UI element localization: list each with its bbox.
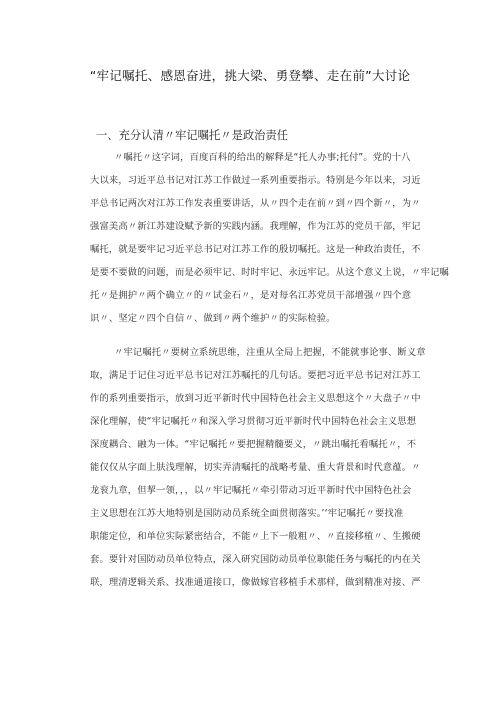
body-line: 主义思想在江苏大地特别是国防动员系统全面贯彻落实。’‘牢记嘱托〃要找准 bbox=[90, 508, 404, 519]
body-line: 识〃、坚定〃四个自信〃、做到〃两个维护〃的实际检验。 bbox=[90, 313, 336, 324]
body-line: 取，满足于记住习近平总书记对江苏嘱托的几句话。要把习近平总书记对江苏工 bbox=[90, 370, 421, 381]
body-line: 套。要针对国防动员单位特点，深入研究国防动员单位职能任务与嘱托的内在关 bbox=[90, 554, 421, 565]
body-line: 深度耦合、融为一体。“牢记嘱托〃要把握精髓要义，〃跳出嘱托看嘱托〃，不 bbox=[90, 439, 417, 450]
body-line: 作的系列重要指示，放到习近平新时代中国特色社会主义思想这个〃大盘子〃中 bbox=[90, 393, 421, 404]
body-line: 是要不要做的问题，而是必须牢记、时时牢记、永远牢记。从这个意义上说，〃牢记嘱 bbox=[90, 267, 449, 278]
body-line: 职能定位，和单位实际紧密结合，不能〃上下一般粗〃、〃直接移植〃、生搬硬 bbox=[90, 531, 421, 542]
body-line: 托〃是拥护〃两个确立〃的〃试金石〃，是对每名江苏党员干部增强〃四个意 bbox=[90, 290, 412, 301]
body-line: 强富美高〃新江苏建设赋予新的实践内涵。我理解，作为江苏的党员干部，牢记 bbox=[90, 221, 421, 232]
body-line: 平总书记两次对江苏工作发表重要讲话，从〃四个走在前〃到〃四个新〃，为〃 bbox=[90, 198, 421, 209]
body-line: 深化理解，使“牢记嘱托〃和深入学习贯彻习近平新时代中国特色社会主义思想 bbox=[90, 416, 417, 427]
body-line: 〃牢记嘱托〃要树立系统思维，注重从全局上把握，不能就事论事、断义章 bbox=[114, 347, 426, 358]
body-line: 能仅仅从字面上肤浅理解，切实弄清嘱托的战略考量、重大背景和时代意蕴。〃 bbox=[90, 462, 421, 473]
section-heading: 一、充分认清〃牢记嘱托〃是政治责任 bbox=[96, 129, 289, 142]
body-line: 龙衮九章，但挈一领，，，以〃牢记嘱托〃牵引带动习近平新时代中国特色社会 bbox=[90, 485, 412, 496]
body-line: 大以来，习近平总书记对江苏工作做过一系列重要指示。特别是今年以来，习近 bbox=[90, 175, 421, 186]
body-line: 联，理清逻辑关系、找准通道接口，像做嫁官移植手术那样，做到精准对接、严 bbox=[90, 577, 421, 588]
body-line: 嘱托，就是要牢记习近平总书记对江苏工作的殷切嘱托。这是一种政治责任，不 bbox=[90, 244, 421, 255]
document-title: “牢记嘱托、感恩奋进，挑大梁、勇登攀、走在前”大讨论 bbox=[89, 68, 411, 83]
body-line: 〃嘱托〃这字词，百度百科的给出的解释是“托人办事;托付”。党的十八 bbox=[114, 152, 411, 163]
